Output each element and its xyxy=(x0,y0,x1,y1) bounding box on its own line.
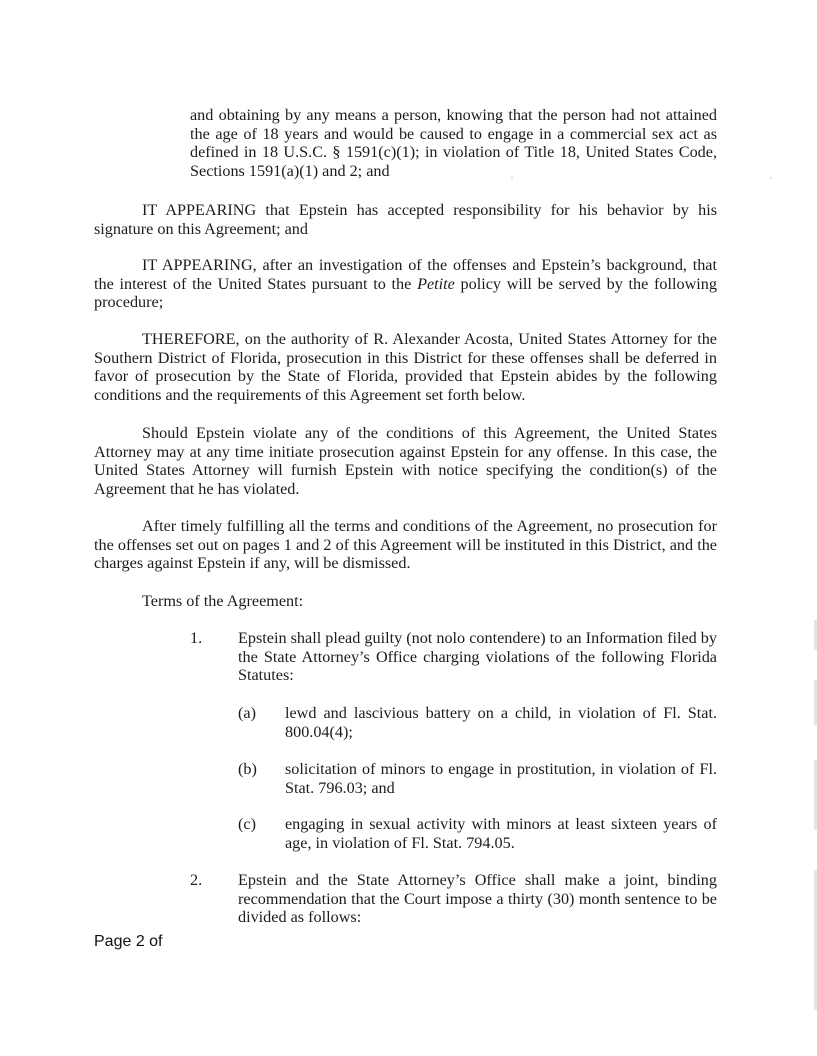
page-footer: Page 2 of xyxy=(94,933,163,950)
appearing-petite-text-after: policy will be served by the following procedure; xyxy=(94,274,717,312)
term-text: Epstein shall plead guilty (not nolo contendere) to an Information filed by the State Attorney’s Office charging violations of the following Florida Statutes: xyxy=(238,629,717,685)
term-number: 1. xyxy=(190,629,203,647)
subitem-text: solicitation of minors to engage in prostitution, in violation of Fl. Stat. 796.03; and xyxy=(285,760,717,797)
term-number: 2. xyxy=(190,871,203,889)
scan-speck xyxy=(511,177,513,179)
paragraph-continued: and obtaining by any means a person, knowing that the person had not attained the age of 18 years and would be caused to engage in a commercial sex act as defined in 18 U.S.C. § 1591(c)(1); in violation of Title 18, United States Code, Sections 1591(a)(1) and 2; and xyxy=(190,106,717,180)
subitem-text: lewd and lascivious battery on a child, in violation of Fl. Stat. 800.04(4); xyxy=(285,704,717,741)
appearing-petite-text-before: IT APPEARING, after an investigation of the offenses and Epstein’s background, that the interest of the United States pursuant to the xyxy=(94,256,717,293)
petite-policy-term: Petite xyxy=(417,274,455,293)
paragraph-after-fulfilling: After timely fulfilling all the terms and conditions of the Agreement, no prosecution for the offenses set out on pages 1 and 2 of this Agreement will be instituted in this District, and the charges against Epstein if any, will be dismissed. xyxy=(94,517,717,573)
paragraph-should-violate: Should Epstein violate any of the conditions of this Agreement, the United States Attorney may at any time initiate prosecution against Epstein for any offense. In this case, the United States Attorney will furnish Epstein with notice specifying the condition(s) of the Agreement that he has violated. xyxy=(94,424,717,498)
subitem-letter: (a) xyxy=(238,704,256,722)
subitem-text: engaging in sexual activity with minors at least sixteen years of age, in violation of Fl. Stat. 794.05. xyxy=(285,815,717,852)
term-text: Epstein and the State Attorney’s Office shall make a joint, binding recommendation that the Court impose a thirty (30) month sentence to be divided as follows: xyxy=(238,871,717,927)
paragraph-appearing-petite xyxy=(94,256,717,312)
terms-heading: Terms of the Agreement: xyxy=(142,592,304,610)
paragraph-therefore: THEREFORE, on the authority of R. Alexander Acosta, United States Attorney for the Southern District of Florida, prosecution in this District for these offenses shall be deferred in favor of prosecution by the State of Florida, provided that Epstein abides by the following conditions and the requirements of this Agreement set forth below. xyxy=(94,330,717,404)
subitem-letter: (c) xyxy=(238,815,256,833)
scan-speck xyxy=(770,177,772,179)
subitem-letter: (b) xyxy=(238,760,257,778)
paragraph-appearing-responsibility: IT APPEARING that Epstein has accepted responsibility for his behavior by his signature on this Agreement; and xyxy=(94,201,717,238)
